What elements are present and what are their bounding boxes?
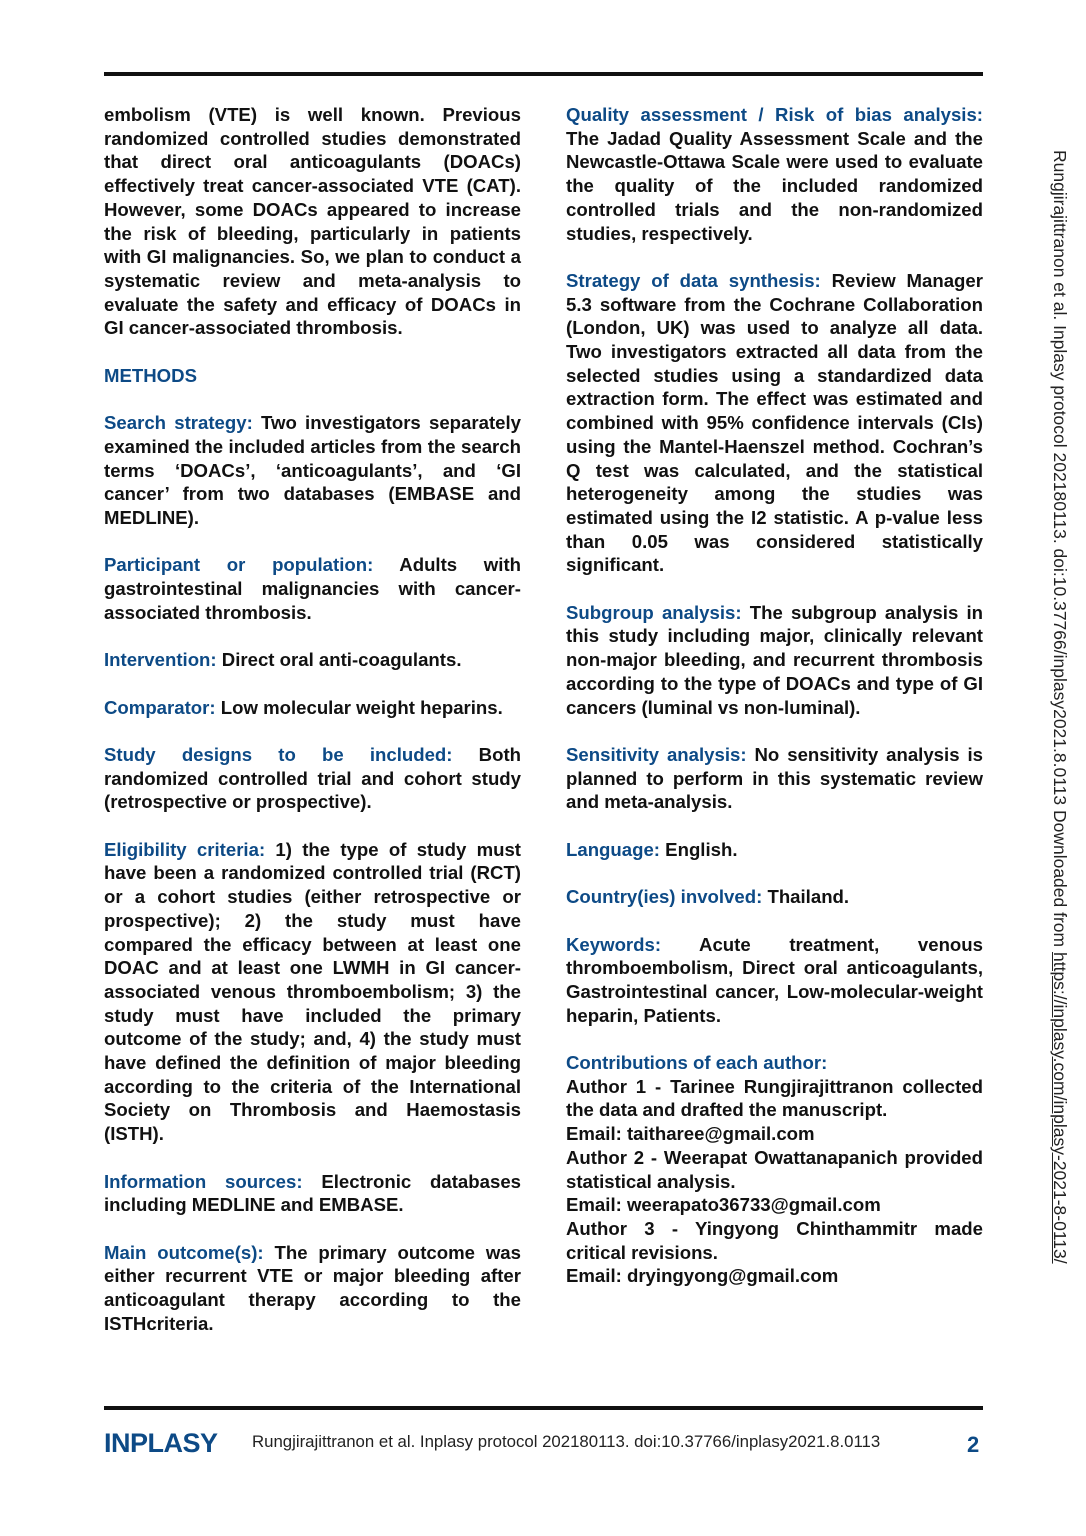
section-label: Contributions of each author: [566, 1052, 828, 1074]
section-label: Comparator: [104, 696, 216, 718]
contribution-author-3: Author 3 - Yingyong Chinthammitr made critical revisions. [566, 1217, 983, 1263]
section-quality-assessment [566, 103, 983, 245]
section-text: Acute treatment, venous thromboembolism, Direct oral anticoagulants, Gastrointestinal cancer, Low-molecular-weight heparin, Patients. [566, 933, 983, 1026]
section-eligibility [104, 838, 521, 1146]
page-number: 2 [967, 1432, 980, 1457]
contribution-author-2: Author 2 - Weerapat Owattanapanich provided statistical analysis. [566, 1146, 983, 1192]
section-label: Strategy of data synthesis: [566, 269, 821, 291]
section-subgroup-analysis [566, 601, 983, 720]
section-data-synthesis [566, 269, 983, 577]
methods-heading: METHODS [104, 364, 197, 386]
section-keywords [566, 933, 983, 1028]
section-label: Study designs to be included: [104, 743, 453, 765]
section-label: Participant or population: [104, 554, 374, 576]
section-comparator [104, 696, 521, 720]
sidebar-citation [1049, 150, 1070, 1380]
left-column [104, 103, 521, 1359]
section-label: Eligibility criteria: [104, 838, 266, 860]
section-text: Electronic databases including MEDLINE and EMBASE. [104, 1170, 521, 1216]
top-rule [104, 72, 983, 76]
contribution-email-3: Email: dryingyong@gmail.com [566, 1265, 839, 1287]
section-text: 1) the type of study must have been a randomized controlled trial (RCT) or a cohort studies (either retrospective or prospective); 2) the study must have compared the efficacy between at least one DOAC and at least one LWMH in GI cancer-associated venous thromboembolism; 3) the study must have included the primary outcome of the study; and, 4) the study must have defined the definition of major bleeding according to the criteria of the International Society on Thrombosis and Haemostasis (ISTH). [104, 838, 521, 1145]
section-text: English. [660, 838, 738, 860]
sidebar-download-link[interactable]: https://inplasy.com/inplasy-2021-8-0113/ [1050, 951, 1070, 1264]
section-label: Sensitivity analysis: [566, 743, 747, 765]
footer-brand-logo: INPLASY [104, 1428, 218, 1458]
section-label: Intervention: [104, 649, 217, 671]
section-text: The subgroup analysis in this study including major, clinically relevant non-major bleeding, and recurrent thrombosis according to the type of DOACs and type of GI cancers (luminal vs non-luminal). [566, 601, 983, 718]
section-language [566, 838, 983, 862]
section-intervention [104, 648, 521, 672]
section-text: Review Manager 5.3 software from the Cochrane Collaboration (London, UK) was used to analyze all data. Two investigators extracted all data from the selected studies using a standardized data extraction form. The effect was estimated and combined with 95% confidence intervals (CIs) using the Mantel-Haenszel method. Cochran’s Q test was calculated, and the statistical heterogeneity among the studies was estimated using the I2 statistic. A p-value less than 0.05 was considered statistically significant. [566, 269, 983, 576]
footer-citation: Rungjirajittranon et al. Inplasy protocol 202180113. doi:10.37766/inplasy2021.8.0113 [252, 1432, 881, 1451]
section-text: Thailand. [762, 886, 850, 908]
intro-paragraph: embolism (VTE) is well known. Previous randomized controlled studies demonstrated that direct oral anticoagulants (DOACs) effectively treat cancer-associated VTE (CAT). However, some DOACs appeared to increase the risk of bleeding, particularly in patients with GI malignancies. So, we plan to conduct a systematic review and meta-analysis to evaluate the safety and efficacy of DOACs in GI cancer-associated thrombosis. [104, 104, 521, 339]
section-countries [566, 885, 983, 909]
section-label: Country(ies) involved: [566, 886, 763, 908]
section-sensitivity-analysis [566, 743, 983, 814]
contribution-email-2: Email: weerapato36733@gmail.com [566, 1194, 881, 1216]
section-text: Both randomized controlled trial and cohort study (retrospective or prospective). [104, 743, 521, 813]
section-study-designs [104, 743, 521, 814]
section-label: Quality assessment / Risk of bias analysis: [566, 104, 983, 125]
section-information-sources [104, 1170, 521, 1217]
section-label: Main outcome(s): [104, 1241, 264, 1263]
section-text: The Jadad Quality Assessment Scale and the Newcastle-Ottawa Scale were used to evaluate the quality of the included randomized controlled trials and the non-randomized studies, respectively. [566, 127, 983, 244]
section-text: Low molecular weight heparins. [215, 696, 503, 718]
section-label: Subgroup analysis: [566, 601, 742, 623]
section-text: Two investigators separately examined the included articles from the search terms ‘DOACs’, ‘anticoagulants’, and ‘GI cancer’ from two databases (EMBASE and MEDLINE). [104, 412, 521, 528]
section-text: Direct oral anti-coagulants. [216, 649, 462, 671]
section-search-strategy [104, 411, 521, 530]
section-label: Keywords: [566, 933, 662, 955]
right-column [566, 103, 983, 1288]
section-text: No sensitivity analysis is planned to perform in this systematic review and meta-analysis. [566, 743, 983, 813]
section-label: Language: [566, 838, 661, 860]
section-text: Adults with gastrointestinal malignancies with cancer-associated thrombosis. [104, 554, 521, 623]
contribution-author-1: Author 1 - Tarinee Rungjirajittranon collected the data and drafted the manuscript. [566, 1075, 983, 1121]
section-main-outcomes [104, 1241, 521, 1336]
section-label: Search strategy: [104, 412, 253, 434]
contribution-email-1: Email: taitharee@gmail.com [566, 1123, 815, 1145]
bottom-rule [104, 1406, 983, 1410]
section-text: The primary outcome was either recurrent VTE or major bleeding after anticoagulant therapy according to the ISTHcriteria. [104, 1241, 521, 1334]
section-label: Information sources: [104, 1170, 303, 1192]
section-participants [104, 553, 521, 624]
section-contributions [566, 1051, 983, 1288]
sidebar-text: Rungjirajittranon et al. Inplasy protocol 202180113. doi:10.37766/inplasy2021.8.0113 Downloaded from [1050, 150, 1070, 952]
